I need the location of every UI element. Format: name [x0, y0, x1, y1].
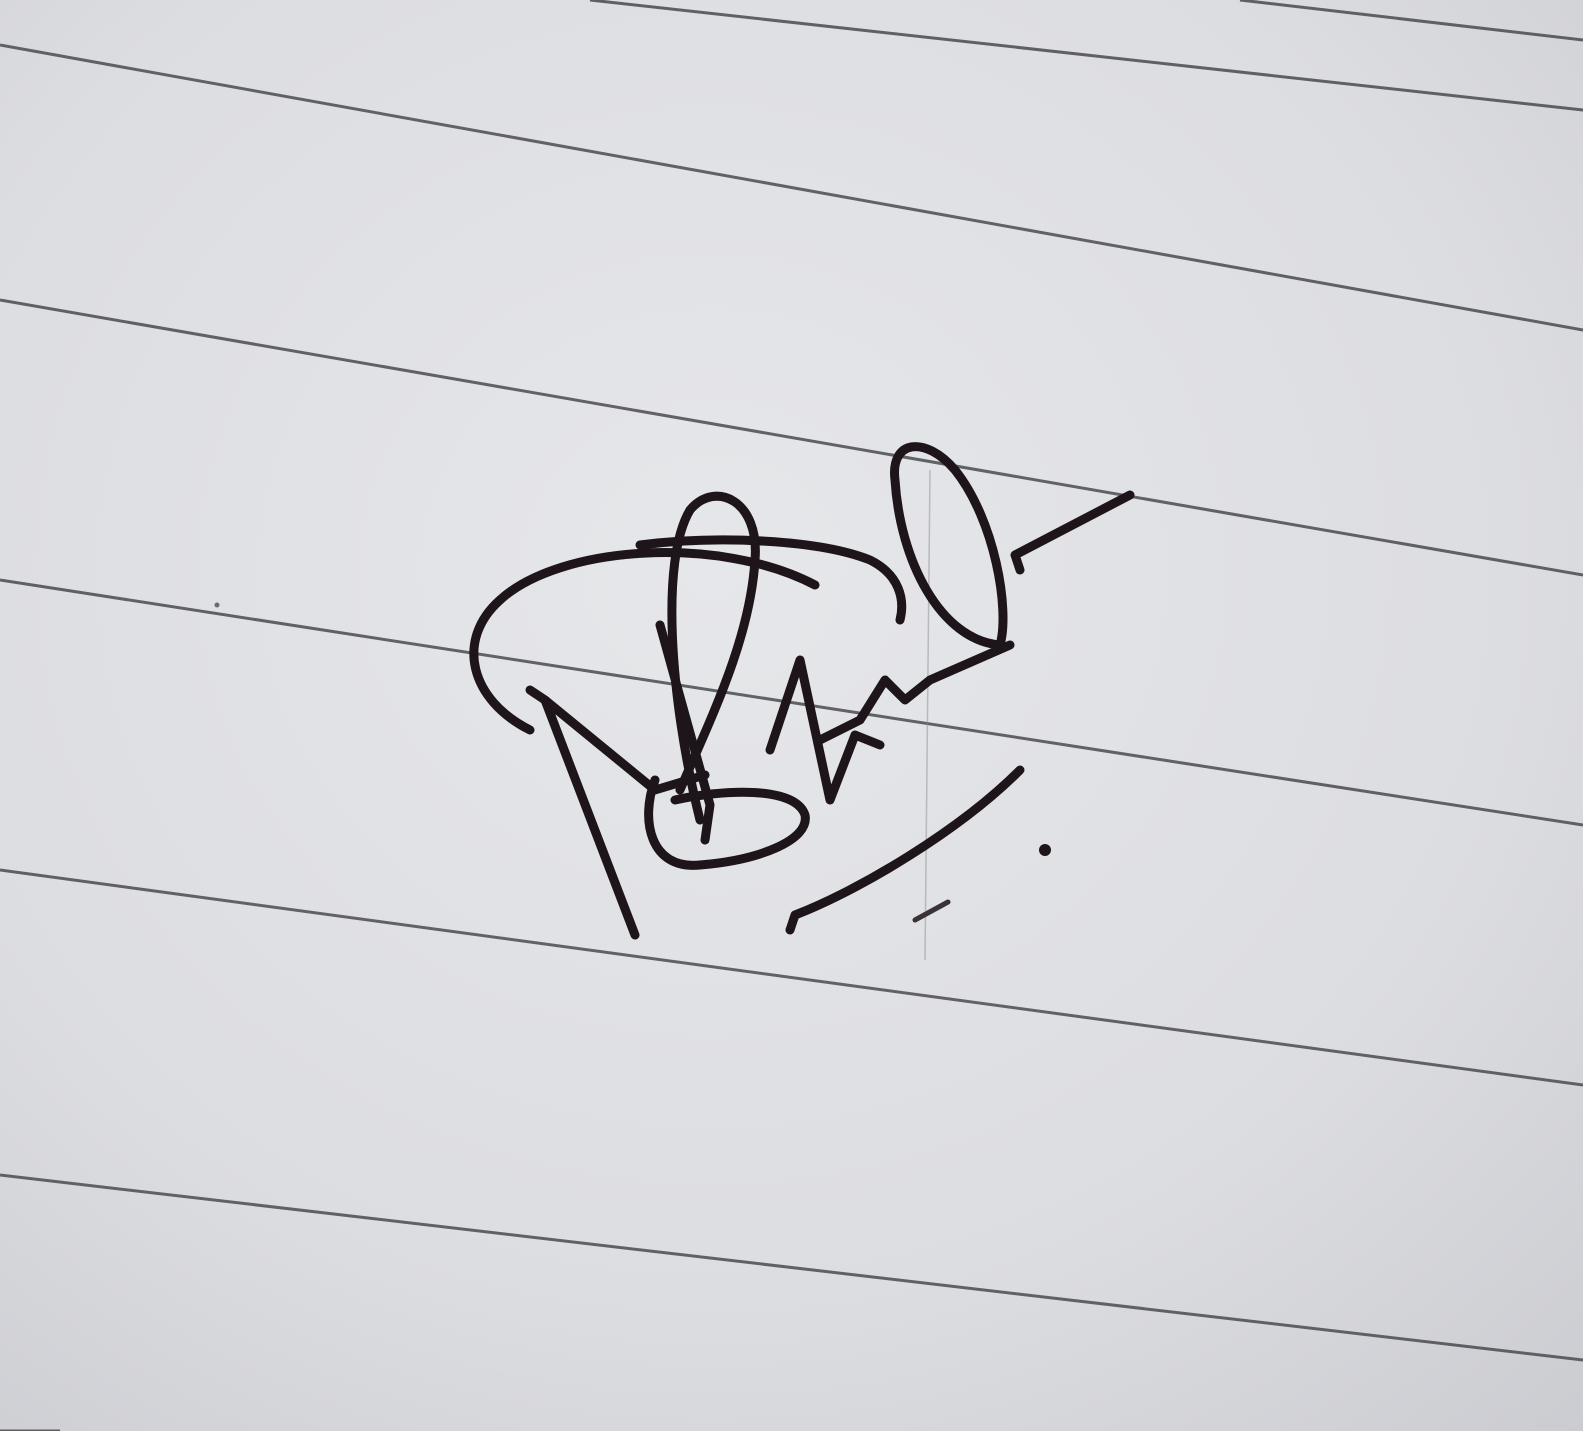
paper-speck [215, 603, 220, 608]
signature-dot [1039, 844, 1051, 856]
